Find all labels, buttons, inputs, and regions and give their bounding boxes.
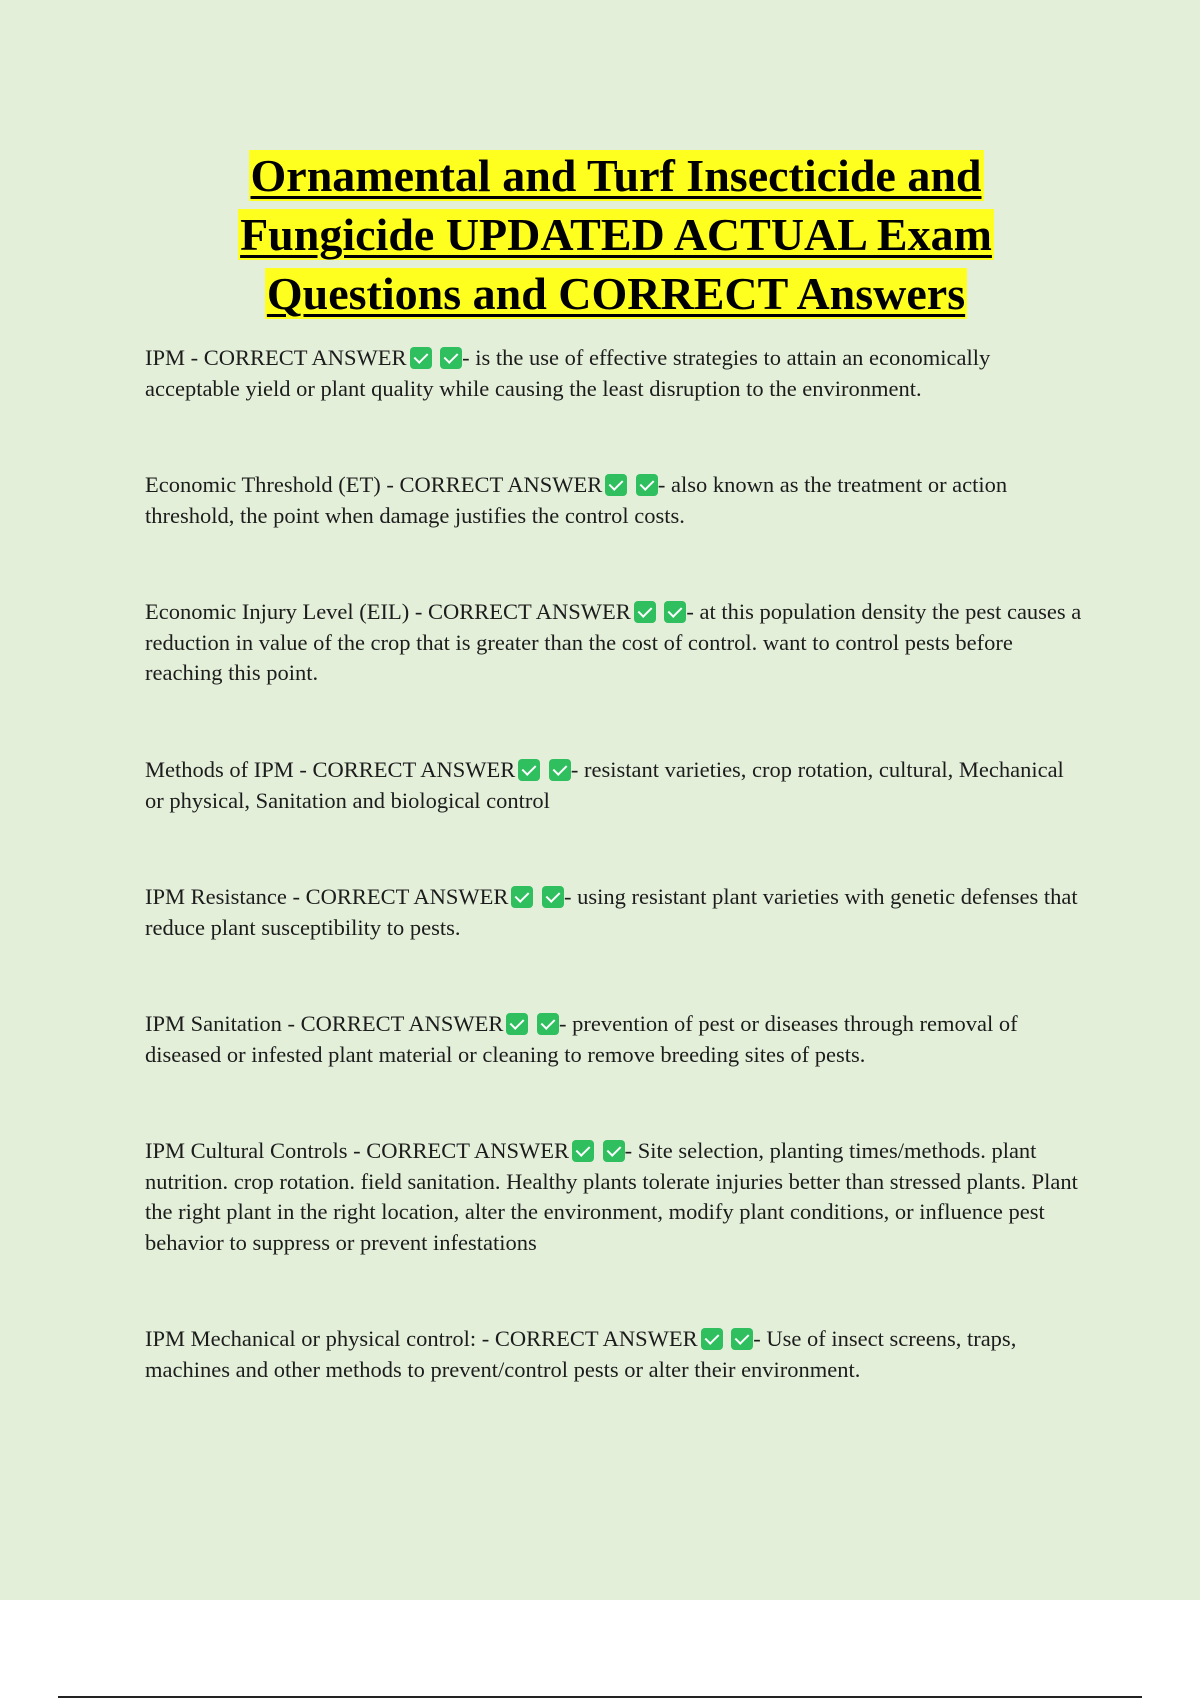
qa-entry-economic-threshold <box>145 470 1085 531</box>
green-checkbox-icon <box>634 601 656 623</box>
green-checkbox-icon <box>572 1140 594 1162</box>
entry-definition: - at this population density the pest causes a reduction in value of the crop that is greater than the cost of control. want to control pests before reaching this point. <box>145 599 1082 685</box>
qa-entry-economic-injury-level <box>145 597 1085 689</box>
green-checkbox-icon <box>410 347 432 369</box>
qa-entry-ipm <box>145 343 1085 404</box>
green-checkbox-icon <box>506 1013 528 1035</box>
entry-term: IPM - CORRECT ANSWER <box>145 345 407 370</box>
green-checkbox-icon <box>701 1328 723 1350</box>
entry-term: Economic Threshold (ET) - CORRECT ANSWER <box>145 472 603 497</box>
green-checkbox-icon <box>664 601 686 623</box>
entry-definition: - prevention of pest or diseases through removal of diseased or infested plant material or cleaning to remove breeding sites of pests. <box>145 1011 1018 1067</box>
green-checkbox-icon <box>603 1140 625 1162</box>
green-checkbox-icon <box>542 886 564 908</box>
document-title <box>150 146 1082 323</box>
title-line-3: Questions and CORRECT Answers <box>266 268 966 319</box>
qa-entry-ipm-sanitation <box>145 1009 1085 1070</box>
entry-term: IPM Mechanical or physical control: - CORRECT ANSWER <box>145 1326 698 1351</box>
green-checkbox-icon <box>605 474 627 496</box>
entry-definition: - resistant varieties, crop rotation, cultural, Mechanical or physical, Sanitation and biological control <box>145 757 1064 813</box>
green-checkbox-icon <box>731 1328 753 1350</box>
entry-definition: - using resistant plant varieties with genetic defenses that reduce plant susceptibility to pests. <box>145 884 1078 940</box>
qa-entry-methods-of-ipm <box>145 755 1085 816</box>
entry-term: IPM Resistance - CORRECT ANSWER <box>145 884 509 909</box>
entry-term: IPM Sanitation - CORRECT ANSWER <box>145 1011 504 1036</box>
qa-entry-ipm-mechanical-control <box>145 1324 1085 1385</box>
entry-term: Methods of IPM - CORRECT ANSWER <box>145 757 516 782</box>
entry-term: Economic Injury Level (EIL) - CORRECT ANSWER <box>145 599 631 624</box>
title-line-1: Ornamental and Turf Insecticide and <box>250 150 982 201</box>
green-checkbox-icon <box>549 759 571 781</box>
entry-definition: - is the use of effective strategies to attain an economically acceptable yield or plant quality while causing the least disruption to the environment. <box>145 345 991 401</box>
title-line-2: Fungicide UPDATED ACTUAL Exam <box>240 209 992 260</box>
green-checkbox-icon <box>537 1013 559 1035</box>
green-checkbox-icon <box>511 886 533 908</box>
qa-entry-ipm-cultural-controls <box>145 1136 1085 1258</box>
entry-definition: - also known as the treatment or action threshold, the point when damage justifies the control costs. <box>145 472 1008 528</box>
green-checkbox-icon <box>636 474 658 496</box>
entry-definition: - Site selection, planting times/methods. plant nutrition. crop rotation. field sanitation. Healthy plants tolerate injuries better than stressed plants. Plant the right plant in the right location, alter the environment, modify plant conditions, or influence pest behavior to suppress or prevent infestations <box>145 1138 1078 1255</box>
entry-term: IPM Cultural Controls - CORRECT ANSWER <box>145 1138 569 1163</box>
footer-divider <box>58 1696 1142 1698</box>
green-checkbox-icon <box>518 759 540 781</box>
entry-definition: - Use of insect screens, traps, machines and other methods to prevent/control pests or alter their environment. <box>145 1326 1017 1382</box>
qa-entry-ipm-resistance <box>145 882 1085 943</box>
green-checkbox-icon <box>440 347 462 369</box>
